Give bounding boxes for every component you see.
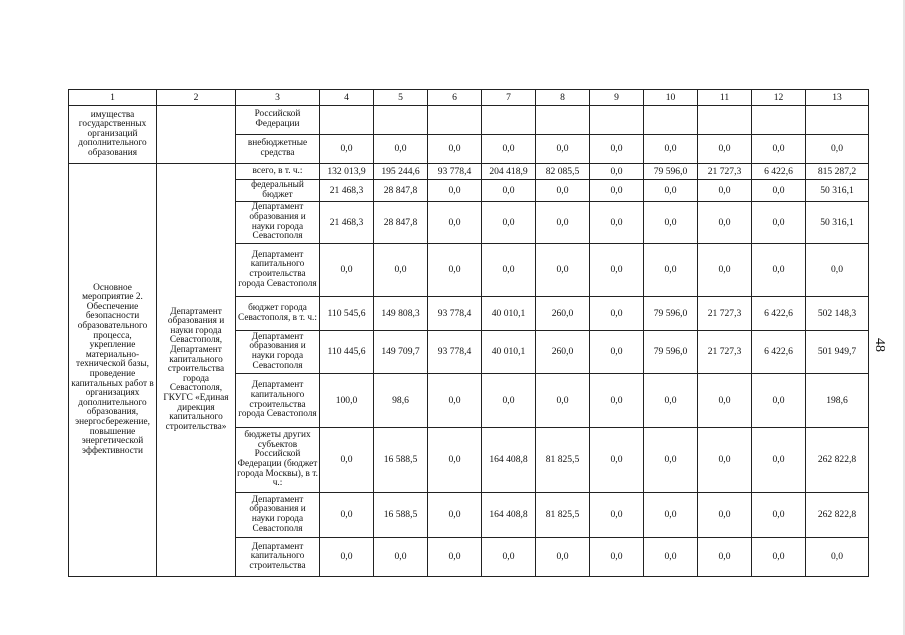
value-cell: 0,0 <box>698 538 752 577</box>
value-cell <box>698 106 752 135</box>
value-cell: 21 727,3 <box>698 297 752 331</box>
value-cell: 28 847,8 <box>374 202 428 244</box>
value-cell: 0,0 <box>806 135 869 164</box>
value-cell <box>590 106 644 135</box>
executor-cell <box>157 106 236 164</box>
value-cell: 195 244,6 <box>374 164 428 180</box>
value-cell: 21 727,3 <box>698 164 752 180</box>
value-cell: 262 822,8 <box>806 493 869 538</box>
value-cell: 0,0 <box>482 180 536 202</box>
value-cell: 16 588,5 <box>374 428 428 493</box>
value-cell: 0,0 <box>644 135 698 164</box>
funding-source-cell: бюджет города Севастополя, в т. ч.: <box>236 297 320 331</box>
value-cell <box>536 106 590 135</box>
value-cell: 0,0 <box>428 202 482 244</box>
value-cell: 40 010,1 <box>482 297 536 331</box>
value-cell: 0,0 <box>644 493 698 538</box>
value-cell: 0,0 <box>590 297 644 331</box>
value-cell: 0,0 <box>644 428 698 493</box>
value-cell: 0,0 <box>428 244 482 297</box>
header-cell: 11 <box>698 90 752 106</box>
funding-source-cell: бюджеты других субъектов Российской Федерации (бюджет города Москвы), в т. ч.: <box>236 428 320 493</box>
value-cell: 82 085,5 <box>536 164 590 180</box>
value-cell: 93 778,4 <box>428 297 482 331</box>
value-cell <box>428 106 482 135</box>
header-cell: 10 <box>644 90 698 106</box>
value-cell: 21 468,3 <box>320 180 374 202</box>
value-cell <box>374 106 428 135</box>
value-cell: 0,0 <box>536 180 590 202</box>
value-cell: 50 316,1 <box>806 202 869 244</box>
value-cell: 79 596,0 <box>644 297 698 331</box>
table-row <box>69 164 869 180</box>
value-cell: 0,0 <box>752 244 806 297</box>
value-cell: 0,0 <box>644 244 698 297</box>
value-cell: 260,0 <box>536 297 590 331</box>
executor-cell: Департамент образования и науки города Севастополя, Департамент капитального строительства города Севастополя, ГКУГС «Единая дирекция капитального строительства» <box>157 164 236 577</box>
value-cell: 0,0 <box>536 135 590 164</box>
value-cell: 132 013,9 <box>320 164 374 180</box>
value-cell: 0,0 <box>590 493 644 538</box>
header-cell: 3 <box>236 90 320 106</box>
header-cell: 12 <box>752 90 806 106</box>
value-cell: 0,0 <box>698 374 752 428</box>
funding-source-cell: Российской Федерации <box>236 106 320 135</box>
value-cell: 0,0 <box>698 180 752 202</box>
funding-source-cell: Департамент капитального строительства города Севастополя <box>236 374 320 428</box>
value-cell: 6 422,6 <box>752 297 806 331</box>
value-cell: 0,0 <box>536 374 590 428</box>
value-cell: 0,0 <box>752 538 806 577</box>
value-cell: 260,0 <box>536 331 590 374</box>
value-cell: 0,0 <box>320 538 374 577</box>
value-cell: 100,0 <box>320 374 374 428</box>
budget-table <box>68 89 869 577</box>
value-cell: 164 408,8 <box>482 493 536 538</box>
value-cell: 164 408,8 <box>482 428 536 493</box>
value-cell: 0,0 <box>428 374 482 428</box>
activity-name-cell: имущества государственных организаций дополнительного образования <box>69 106 157 164</box>
value-cell: 93 778,4 <box>428 331 482 374</box>
value-cell: 0,0 <box>590 331 644 374</box>
value-cell: 0,0 <box>428 180 482 202</box>
value-cell: 0,0 <box>644 180 698 202</box>
value-cell: 0,0 <box>644 202 698 244</box>
value-cell: 16 588,5 <box>374 493 428 538</box>
header-cell: 7 <box>482 90 536 106</box>
value-cell: 0,0 <box>320 428 374 493</box>
value-cell: 81 825,5 <box>536 428 590 493</box>
value-cell: 0,0 <box>320 135 374 164</box>
value-cell: 0,0 <box>374 538 428 577</box>
value-cell <box>644 106 698 135</box>
value-cell: 0,0 <box>590 538 644 577</box>
value-cell: 98,6 <box>374 374 428 428</box>
page-number: 48 <box>872 338 887 352</box>
table-row <box>69 106 869 135</box>
value-cell: 0,0 <box>698 428 752 493</box>
value-cell: 149 808,3 <box>374 297 428 331</box>
value-cell: 6 422,6 <box>752 164 806 180</box>
value-cell: 21 468,3 <box>320 202 374 244</box>
header-cell: 5 <box>374 90 428 106</box>
header-cell: 4 <box>320 90 374 106</box>
value-cell: 81 825,5 <box>536 493 590 538</box>
value-cell: 0,0 <box>752 180 806 202</box>
value-cell: 0,0 <box>644 374 698 428</box>
funding-source-cell: внебюджетные средства <box>236 135 320 164</box>
value-cell: 0,0 <box>698 244 752 297</box>
header-cell: 2 <box>157 90 236 106</box>
value-cell <box>806 106 869 135</box>
value-cell: 0,0 <box>590 164 644 180</box>
value-cell: 0,0 <box>752 202 806 244</box>
value-cell: 0,0 <box>482 202 536 244</box>
value-cell: 0,0 <box>806 244 869 297</box>
value-cell: 198,6 <box>806 374 869 428</box>
value-cell: 0,0 <box>644 538 698 577</box>
value-cell: 40 010,1 <box>482 331 536 374</box>
value-cell: 149 709,7 <box>374 331 428 374</box>
value-cell: 21 727,3 <box>698 331 752 374</box>
value-cell <box>482 106 536 135</box>
funding-source-cell: федеральный бюджет <box>236 180 320 202</box>
header-cell: 9 <box>590 90 644 106</box>
value-cell: 0,0 <box>698 493 752 538</box>
value-cell: 0,0 <box>752 135 806 164</box>
value-cell: 0,0 <box>590 374 644 428</box>
value-cell: 79 596,0 <box>644 331 698 374</box>
value-cell: 262 822,8 <box>806 428 869 493</box>
value-cell: 50 316,1 <box>806 180 869 202</box>
value-cell: 93 778,4 <box>428 164 482 180</box>
value-cell <box>320 106 374 135</box>
value-cell <box>752 106 806 135</box>
activity-name-cell: Основное мероприятие 2. Обеспечение безопасности образовательного процесса, укрепление материально-технической базы, проведение капитальных работ в организациях дополнительного образования, энергосбережение, повышение энергетической эффективности <box>69 164 157 577</box>
value-cell: 0,0 <box>482 374 536 428</box>
funding-source-cell: Департамент капитального строительства <box>236 538 320 577</box>
value-cell: 0,0 <box>374 244 428 297</box>
value-cell: 0,0 <box>752 493 806 538</box>
funding-source-cell: Департамент капитального строительства города Севастополя <box>236 244 320 297</box>
funding-source-cell: Департамент образования и науки города Севастополя <box>236 331 320 374</box>
value-cell: 815 287,2 <box>806 164 869 180</box>
value-cell: 0,0 <box>428 135 482 164</box>
value-cell: 0,0 <box>482 538 536 577</box>
header-cell: 1 <box>69 90 157 106</box>
funding-source-cell: всего, в т. ч.: <box>236 164 320 180</box>
value-cell: 501 949,7 <box>806 331 869 374</box>
value-cell: 0,0 <box>536 538 590 577</box>
value-cell: 0,0 <box>698 202 752 244</box>
funding-source-cell: Департамент образования и науки города Севастополя <box>236 202 320 244</box>
value-cell: 0,0 <box>428 493 482 538</box>
header-cell: 8 <box>536 90 590 106</box>
header-cell: 6 <box>428 90 482 106</box>
value-cell: 502 148,3 <box>806 297 869 331</box>
value-cell: 0,0 <box>590 135 644 164</box>
value-cell: 0,0 <box>590 180 644 202</box>
header-cell: 13 <box>806 90 869 106</box>
value-cell: 0,0 <box>806 538 869 577</box>
value-cell: 0,0 <box>428 428 482 493</box>
value-cell: 0,0 <box>590 244 644 297</box>
value-cell: 110 445,6 <box>320 331 374 374</box>
value-cell: 28 847,8 <box>374 180 428 202</box>
value-cell: 0,0 <box>536 202 590 244</box>
value-cell: 204 418,9 <box>482 164 536 180</box>
value-cell: 0,0 <box>374 135 428 164</box>
value-cell: 0,0 <box>698 135 752 164</box>
value-cell: 0,0 <box>590 428 644 493</box>
value-cell: 0,0 <box>320 244 374 297</box>
value-cell: 6 422,6 <box>752 331 806 374</box>
value-cell: 0,0 <box>536 244 590 297</box>
value-cell: 79 596,0 <box>644 164 698 180</box>
value-cell: 0,0 <box>482 244 536 297</box>
value-cell: 0,0 <box>320 493 374 538</box>
value-cell: 0,0 <box>752 428 806 493</box>
value-cell: 110 545,6 <box>320 297 374 331</box>
funding-source-cell: Департамент образования и науки города Севастополя <box>236 493 320 538</box>
value-cell: 0,0 <box>590 202 644 244</box>
value-cell: 0,0 <box>428 538 482 577</box>
value-cell: 0,0 <box>752 374 806 428</box>
header-row <box>69 90 869 106</box>
value-cell: 0,0 <box>482 135 536 164</box>
